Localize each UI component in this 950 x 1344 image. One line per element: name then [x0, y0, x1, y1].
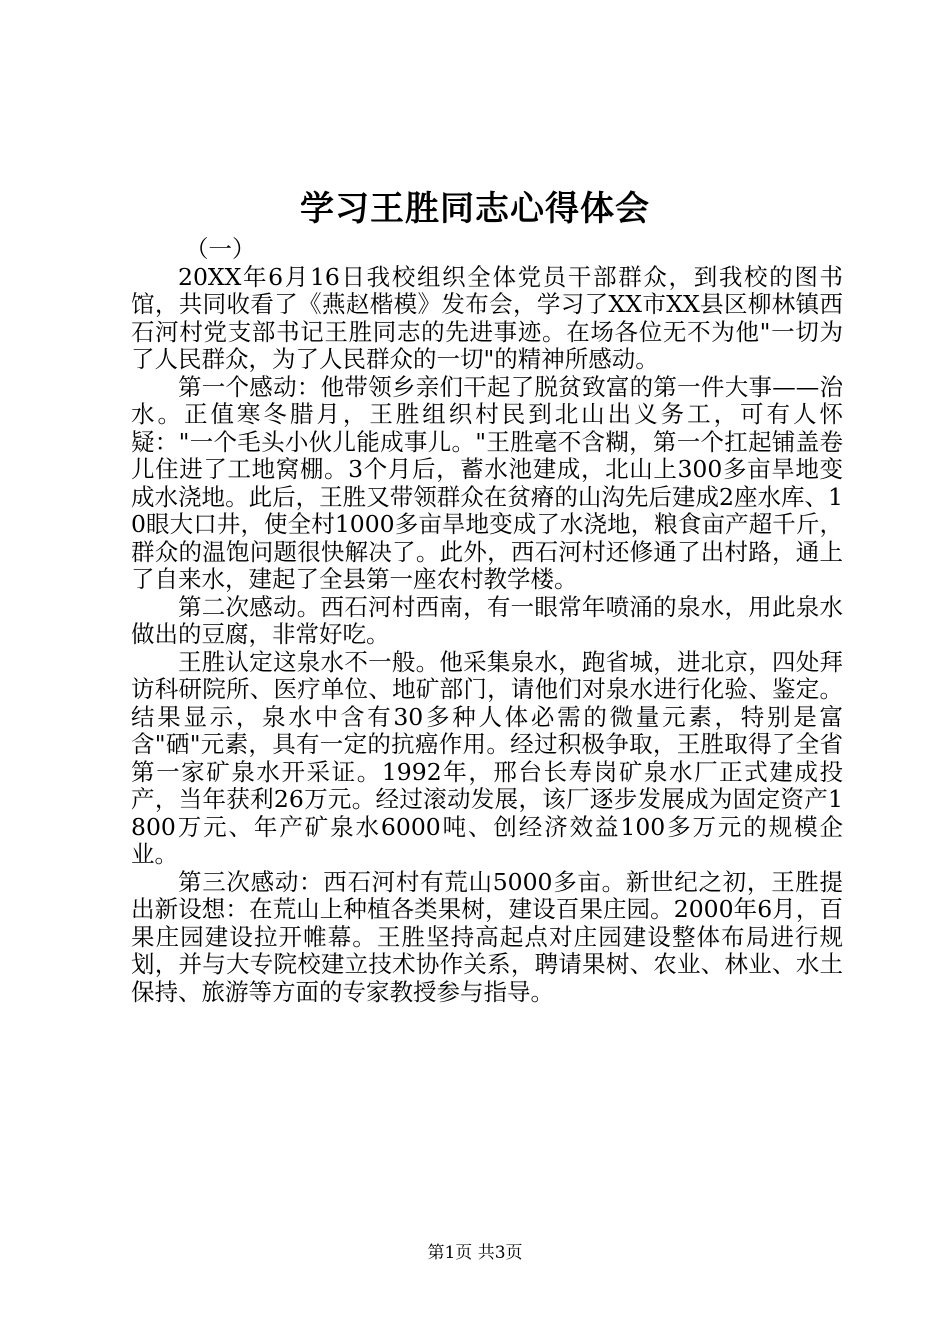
- page-footer: 第1页 共3页: [427, 1243, 523, 1263]
- paragraph-4: 王胜认定这泉水不一般。他采集泉水，跑省城，进北京，四处拜访科研院所、医疗单位、地矿部门，请他们对泉水进行化验、鉴定。结果显示，泉水中含有30多种人体必需的微量元素，特别是富含"硒"元素，具有一定的抗癌作用。经过积极争取，王胜取得了全省第一家矿泉水开采证。1992年，邢台长寿岗矿泉水厂正式建成投产，当年获利26万元。经过滚动发展，该厂逐步发展成为固定资产1800万元、年产矿泉水6000吨、创经济效益100多万元的规模企业。: [131, 647, 843, 868]
- paragraph-1: 20XX年6月16日我校组织全体党员干部群众，到我校的图书馆，共同收看了《燕赵楷模》发布会，学习了XX市XX县区柳林镇西石河村党支部书记王胜同志的先进事迹。在场各位无不为他"一切为了人民群众，为了人民群众的一切"的精神所感动。: [131, 262, 843, 373]
- document-title: 学习王胜同志心得体会: [300, 189, 650, 229]
- section-marker: （一）: [185, 235, 256, 263]
- paragraph-3: 第二次感动。西石河村西南，有一眼常年喷涌的泉水，用此泉水做出的豆腐，非常好吃。: [131, 592, 843, 648]
- paragraph-5: 第三次感动：西石河村有荒山5000多亩。新世纪之初，王胜提出新设想：在荒山上种植各类果树，建设百果庄园。2000年6月，百果庄园建设拉开帷幕。王胜坚持高起点对庄园建设整体布局进行规划，并与大专院校建立技术协作关系，聘请果树、农业、林业、水土保持、旅游等方面的专家教授参与指导。: [131, 867, 843, 1006]
- paragraph-2: 第一个感动：他带领乡亲们干起了脱贫致富的第一件大事——治水。正值寒冬腊月，王胜组织村民到北山出义务工，可有人怀疑："一个毛头小伙儿能成事儿。"王胜毫不含糊，第一个扛起铺盖卷儿住进了工地窝棚。3个月后，蓄水池建成，北山上300多亩旱地变成水浇地。此后，王胜又带领群众在贫瘠的山沟先后建成2座水库、10眼大口井，使全村1000多亩旱地变成了水浇地，粮食亩产超千斤，群众的温饱问题很快解决了。此外，西石河村还修通了出村路，通上了自来水，建起了全县第一座农村教学楼。: [131, 372, 843, 593]
- document-body: [131, 236, 843, 1006]
